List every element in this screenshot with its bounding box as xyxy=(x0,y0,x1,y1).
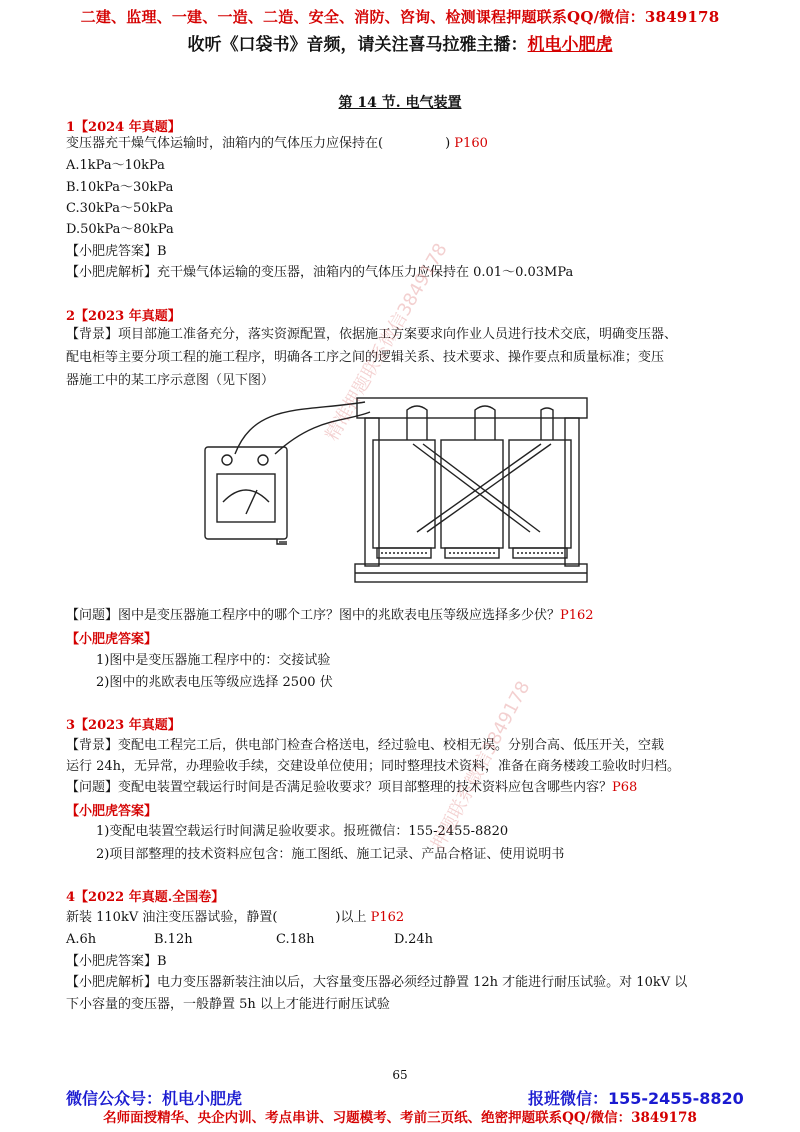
subtitle-highlight: 机电小肥虎 xyxy=(527,35,613,55)
q4-analysis-2: 下小容量的变压器，一般静置 5h 以上才能进行耐压试验 xyxy=(66,997,390,1012)
q2-answer-label: 【小肥虎答案】 xyxy=(66,632,158,647)
q1-page: P160 xyxy=(454,136,488,151)
q4-stem-text: 新装 110kV 油注变压器试验，静置( xyxy=(66,910,278,925)
megohmmeter-dial xyxy=(217,474,275,522)
q4-analysis-1: 【小肥虎解析】电力变压器新装注油以后，大容量变压器必须经过静置 12h 才能进行耐压试验。对 10kV 以 xyxy=(66,975,688,990)
q4-answer: 【小肥虎答案】B xyxy=(66,954,167,969)
q4-head: 4【2022 年真题.全国卷】 xyxy=(66,890,225,905)
q4-options xyxy=(66,930,446,950)
q1-stem xyxy=(66,134,488,154)
q1-option-c: C.30kPa～50kPa xyxy=(66,201,174,216)
footer-right: 报班微信：155-2455-8820 xyxy=(528,1089,744,1108)
q3-head: 3【2023 年真题】 xyxy=(66,718,181,733)
q1-option-d: D.50kPa～80kPa xyxy=(66,222,174,237)
q3-answer-label: 【小肥虎答案】 xyxy=(66,804,158,819)
coil-middle xyxy=(441,440,503,548)
q4-option-c: C.18h xyxy=(276,932,315,947)
coil-left xyxy=(373,440,435,548)
transformer-test-diagram xyxy=(195,392,605,598)
page-number: 65 xyxy=(392,1068,408,1082)
q1-head: 1【2024 年真题】 xyxy=(66,120,181,135)
q1-stem-text: 变压器充干燥气体运输时，油箱内的气体压力应保持在( xyxy=(66,136,384,151)
q1-option-a: A.1kPa～10kPa xyxy=(66,158,165,173)
q1-stem-tail: ) xyxy=(445,136,451,151)
footer-bottom: 名师面授精华、央企内训、考点串讲、习题模考、考前三页纸、绝密押题联系QQ/微信：3849178 xyxy=(103,1110,697,1126)
q2-background-3: 器施工中的某工序示意图（见下图） xyxy=(66,373,275,388)
top-banner: 二建、监理、一建、一造、二造、安全、消防、咨询、检测课程押题联系QQ/微信：3849178 xyxy=(80,8,720,26)
q3-answer-1: 1)变配电装置空载运行时间满足验收要求。报班微信：155-2455-8820 xyxy=(96,824,509,839)
q3-background-1: 【背景】变配电工程完工后，供电部门检查合格送电，经过验电、校相无误。分别合高、低压开关，空载 xyxy=(66,738,665,753)
q1-answer: 【小肥虎答案】B xyxy=(66,244,167,259)
q3-question xyxy=(66,778,637,798)
q1-option-b: B.10kPa～30kPa xyxy=(66,180,174,195)
q4-stem-tail: )以上 xyxy=(335,910,367,925)
watermark-2: 押题联系微信3849178 xyxy=(427,677,535,854)
subtitle xyxy=(0,30,800,55)
q2-question-text: 【问题】图中是变压器施工程序中的哪个工序？图中的兆欧表电压等级应选择多少伏？ xyxy=(66,608,561,623)
q2-answer-2: 2)图中的兆欧表电压等级应选择 2500 伏 xyxy=(96,675,333,690)
q4-page: P162 xyxy=(370,910,405,925)
q4-stem xyxy=(66,908,404,928)
q2-answer-1: 1)图中是变压器施工程序中的：交接试验 xyxy=(96,653,331,668)
q1-analysis: 【小肥虎解析】充干燥气体运输的变压器，油箱内的气体压力应保持在 0.01～0.03MPa xyxy=(66,265,574,280)
subtitle-prefix: 收听《口袋书》音频，请关注喜马拉雅主播： xyxy=(187,35,528,55)
q4-option-a: A.6h xyxy=(66,932,97,947)
q3-answer-2: 2)项目部整理的技术资料应包含：施工图纸、施工记录、产品合格证、使用说明书 xyxy=(96,847,565,862)
q2-question xyxy=(66,606,594,626)
q3-page: P68 xyxy=(612,780,638,795)
q4-option-d: D.24h xyxy=(394,932,434,947)
q2-background-1: 【背景】项目部施工准备充分，落实资源配置，依据施工方案要求向作业人员进行技术交底，明确变压器、 xyxy=(66,327,678,342)
q4-option-b: B.12h xyxy=(154,932,193,947)
q2-background-2: 配电柜等主要分项工程的施工程序，明确各工序之间的逻辑关系、技术要求、操作要点和质量标准；变压 xyxy=(66,350,665,365)
section-title: 第 14 节. 电气装置 xyxy=(338,95,462,111)
section-title-wrap xyxy=(0,92,800,112)
q3-background-2: 运行 24h，无异常，办理验收手续，交建设单位使用；同时整理技术资料，准备在商务楼竣工验收时归档。 xyxy=(66,759,681,774)
footer-left: 微信公众号：机电小肥虎 xyxy=(66,1089,243,1108)
q2-head: 2【2023 年真题】 xyxy=(66,309,181,324)
q3-question-text: 【问题】变配电装置空载运行时间是否满足验收要求？项目部整理的技术资料应包含哪些内容？ xyxy=(66,780,613,795)
watermark-1: 精准押题联系微信3849178 xyxy=(321,239,452,445)
q2-page: P162 xyxy=(560,608,594,623)
